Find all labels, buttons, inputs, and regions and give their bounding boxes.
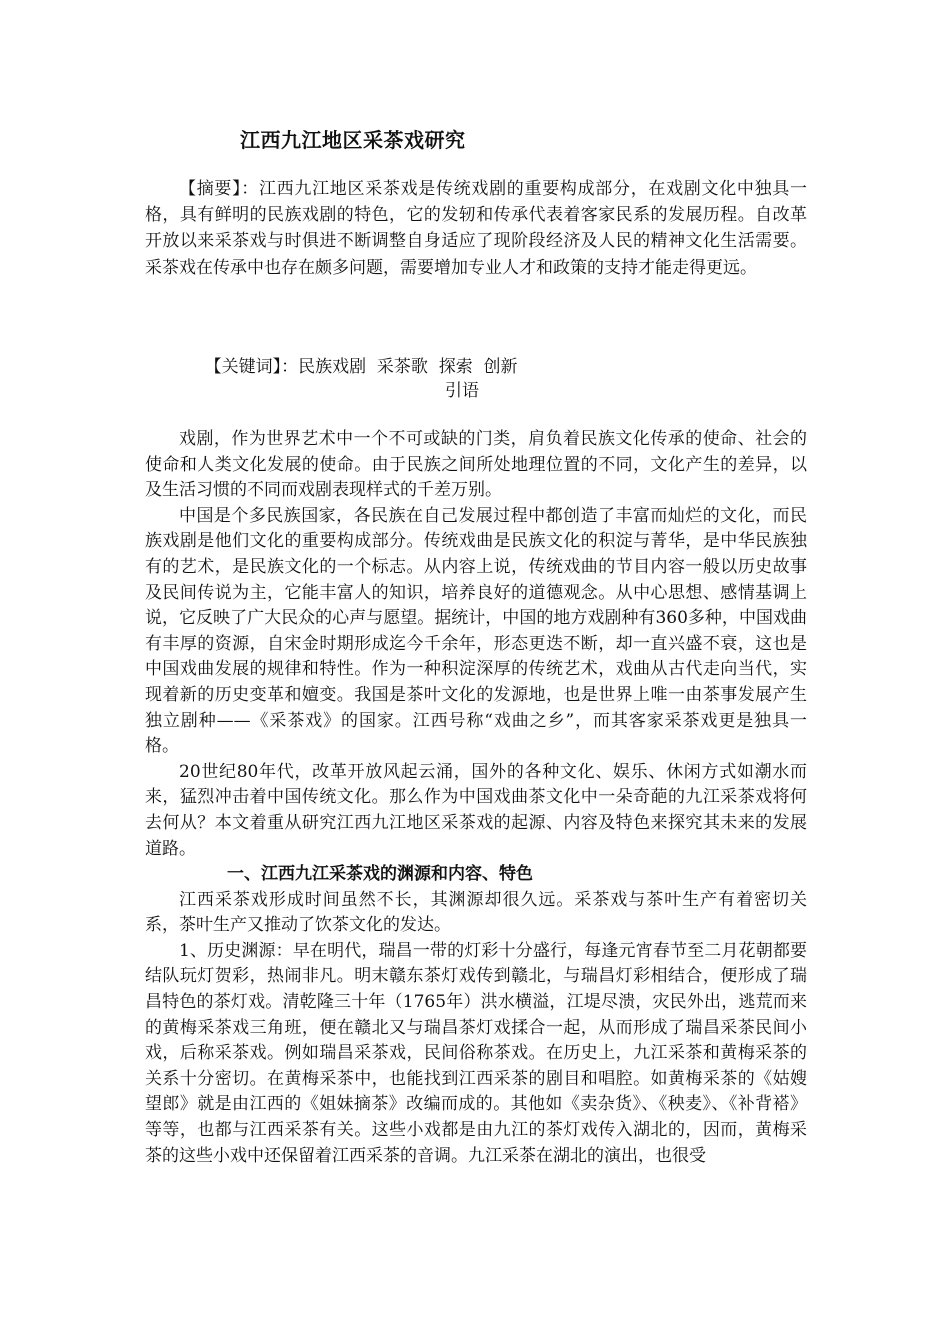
paragraph-section-1-2: 1、历史渊源：早在明代，瑞昌一带的灯彩十分盛行，每逢元宵春节至二月花朝都要结队玩灯贺彩，热闹非凡。明末赣东茶灯戏传到赣北，与瑞昌灯彩相结合，便形成了瑞昌特色的茶灯戏。清乾隆三十年（1765年）洪水横溢，江堤尽溃，灾民外出，逃荒而来的黄梅采茶戏三角班，便在赣北又与瑞昌茶灯戏揉合一起，从而形成了瑞昌采茶民间小戏，后称采茶戏。例如瑞昌采茶戏，民间俗称茶戏。在历史上，九江采茶和黄梅采茶的关系十分密切。在黄梅采茶中，也能找到江西采茶的剧目和唱腔。如黄梅采茶的《姑嫂望郎》就是由江西的《姐妹摘茶》改编而成的。其他如《卖杂货》、《秧麦》、《补背褡》等等，也都与江西采茶有关。这些小戏都是由九江的茶灯戏传入湖北的，因而，黄梅采茶的这些小戏中还保留着江西采茶的音调。九江采茶在湖北的演出，也很受 — [145, 940, 807, 1166]
abstract — [145, 176, 807, 281]
paragraph-section-1-1: 江西采茶戏形成时间虽然不长，其渊源却很久远。采茶戏与茶叶生产有着密切关系，茶叶生产又推动了饮茶文化的发达。 — [145, 889, 807, 936]
keywords-label: 【关键词】： — [204, 357, 299, 377]
paragraph-intro-1: 戏剧，作为世界艺术中一个不可或缺的门类，肩负着民族文化传承的使命、社会的使命和人类文化发展的使命。由于民族之间所处地理位置的不同，文化产生的差异，以及生活习惯的不同而戏剧表现样式的千差万别。 — [145, 429, 807, 501]
paper-title: 江西九江地区采茶戏研究 — [240, 128, 466, 152]
paragraph-intro-3: 20世纪80年代，改革开放风起云涌，国外的各种文化、娱乐、休闲方式如潮水而来，猛烈冲击着中国传统文化。那么作为中国戏曲茶文化中一朵奇葩的九江采茶戏将何去何从？本文着重从研究江西九江地区采茶戏的起源、内容及特色来探究其未来的发展道路。 — [145, 761, 807, 859]
abstract-text: 江西九江地区采茶戏是传统戏剧的重要构成部分，在戏剧文化中独具一格，具有鲜明的民族戏剧的特色，它的发轫和传承代表着客家民系的发展历程。自改革开放以来采茶戏与时俱进不断调整自身适应了现阶段经济及人民的精神文化生活需要。采茶戏在传承中也存在颇多问题，需要增加专业人才和政策的支持才能走得更远。 — [145, 179, 807, 278]
keywords-text: 民族戏剧 采茶歌 探索 创新 — [298, 357, 518, 377]
section-1-heading: 一、江西九江采茶戏的渊源和内容、特色 — [227, 864, 533, 885]
intro-heading: 引语 — [445, 381, 479, 401]
body-text — [145, 427, 807, 1169]
paragraph-intro-2: 中国是个多民族国家，各民族在自己发展过程中都创造了丰富而灿烂的文化，而民族戏剧是他们文化的重要构成部分。传统戏曲是民族文化的积淀与菁华，是中华民族独有的艺术，是民族文化的一个标志。从内容上说，传统戏曲的节目内容一般以历史故事及民间传说为主，它能丰富人的知识，培养良好的道德观念。从中心思想、感情基调上说，它反映了广大民众的心声与愿望。据统计，中国的地方戏剧种有360多种，中国戏曲有丰厚的资源，自宋金时期形成迄今千余年，形态更迭不断，却一直兴盛不衰，这也是中国戏曲发展的规律和特性。作为一种积淀深厚的传统艺术，戏曲从古代走向当代，实现着新的历史变革和嬗变。我国是茶叶文化的发源地，也是世界上唯一由茶事发展产生独立剧种——《采茶戏》的国家。江西号称“戏曲之乡”，而其客家采茶戏更是独具一格。 — [145, 505, 807, 757]
abstract-label: 【摘要】： — [179, 179, 259, 199]
